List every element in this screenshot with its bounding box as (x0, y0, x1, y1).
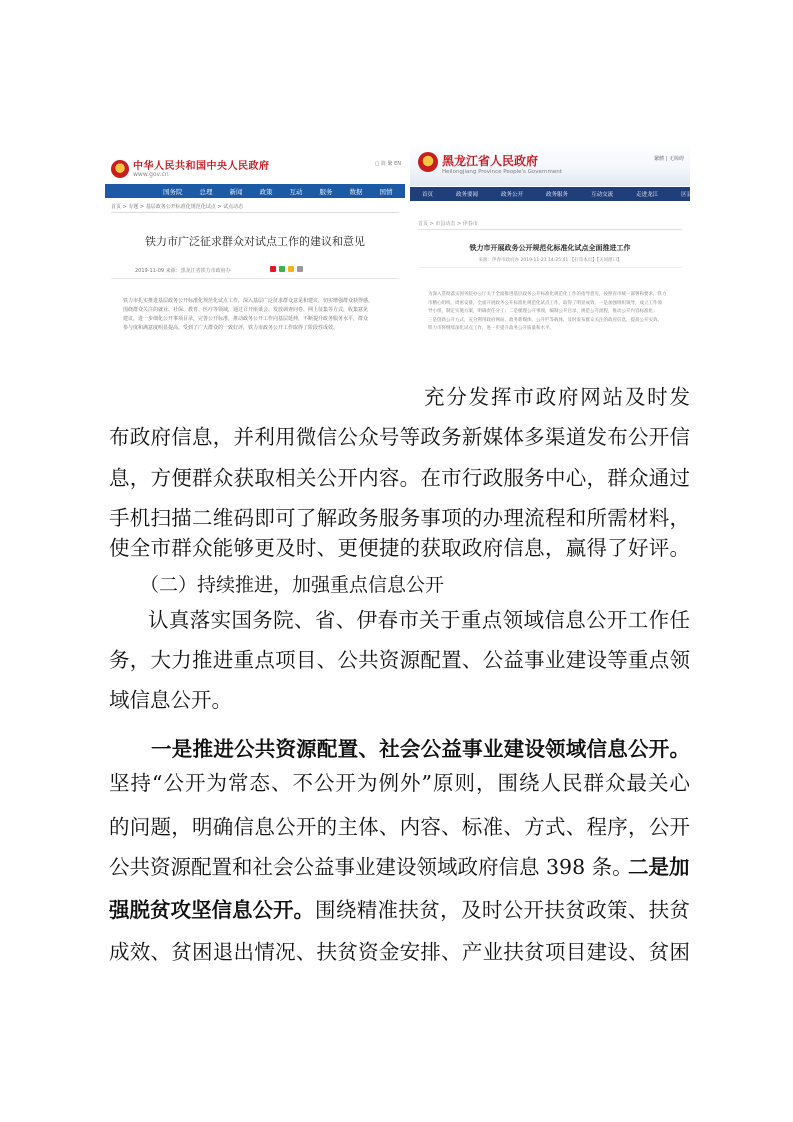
body-line: 围绕群众关注的就业、社保、教育、医疗等领域，通过召开座谈会、发放调查问卷、网上征集等方式，收集意见 (123, 307, 369, 313)
divider (418, 267, 682, 268)
section-heading: （二）持续推进，加强重点信息公开 (140, 574, 445, 596)
paragraph-line: 坚持“公开为常态、不公开为例外”原则，围绕人民群众最关心 (109, 771, 690, 795)
nav-item: 互动交流 (591, 192, 614, 198)
breadcrumb: 首页 > 专题 > 基层政务公开标准化规范化试点 > 试点动态 (111, 204, 244, 210)
nav-item: 数据 (349, 187, 363, 196)
article-title: 铁力市开展政务公开规范化标准化试点全面推进工作 (469, 244, 631, 252)
body-line: 市精心组织、周密安排，全面开展政务公开标准化规范化试点工作，取得了明显成效。一是加强组织领导，成立工作领 (428, 300, 662, 306)
paragraph-line: 充分发挥市政府网站及时发 (424, 385, 690, 409)
bold-lead-line: 二是加 (628, 855, 690, 879)
paragraph-line: 公共资源配置和社会公益事业建设领域政府信息 398 条。 (109, 855, 633, 879)
divider (418, 229, 682, 230)
body-line: 导小组，制定实施方案，明确责任分工；二是梳理公开事项，编制公开目录，规范公开流程，推动公开内容标准化； (428, 309, 658, 314)
body-line: 铁力市将继续深化试点工作，进一步提升政务公开质量和水平。 (428, 326, 554, 331)
screenshot-heilongjiang-gov (410, 140, 704, 375)
site-title: 黑龙江省人民政府 (442, 154, 539, 168)
nav-item: 总理 (199, 187, 213, 196)
more-icon (297, 266, 303, 272)
article-body (123, 297, 391, 333)
nav-item: 政务要闻 (456, 192, 479, 198)
divider (111, 278, 399, 279)
nav-item: 互动 (289, 187, 303, 196)
bold-lead-line: 一是推进公共资源配置、社会公益事业建设领域信息公开。 (151, 737, 690, 761)
article-title: 铁力市广泛征求群众对试点工作的建议和意见 (145, 235, 365, 248)
divider (111, 212, 399, 213)
site-header (105, 148, 405, 184)
screenshot-central-gov (105, 140, 405, 375)
bold-lead-line: 强脱贫攻坚信息公开。 (109, 898, 314, 922)
weibo-icon (270, 266, 276, 272)
paragraph-line: 布政府信息，并利用微信公众号等政务新媒体多渠道发布公开信 (109, 425, 690, 449)
body-line: 参与度和满意度明显提高。受到了广大群众的一致好评，铁力市政务公开工作取得了阶段性成效。 (123, 325, 339, 331)
site-title: 中华人民共和国中央人民政府 (133, 161, 270, 172)
main-nav (105, 184, 405, 198)
paragraph-line: 使全市群众能够更及时、更便捷的获取政府信息，赢得了好评。 (109, 536, 690, 560)
share-icons (270, 266, 303, 272)
utility-links: 繁體 | 无障碍 (654, 156, 684, 162)
nav-item: 走进龙江 (636, 192, 659, 198)
national-emblem-icon (418, 152, 438, 172)
nav-item: 政务公开 (501, 192, 524, 198)
paragraph-line: 成效、贫困退出情况、扶贫资金安排、产业扶贫项目建设、贫困 (109, 940, 690, 964)
main-nav (410, 187, 704, 201)
site-subtitle: Heilongjiang Province People's Government (442, 169, 562, 175)
body-line: 为深入贯彻落实国务院办公厅关于全面推进基层政务公开标准化规范化工作的指导意见，按照省市统一部署和要求，铁力 (428, 292, 667, 297)
nav-item: 国情 (379, 187, 393, 196)
paragraph-line: 围绕精准扶贫，及时公开扶贫政策、扶贫 (315, 898, 690, 922)
nav-item: 政策 (259, 187, 273, 196)
paragraph-line: 息，方便群众获取相关公开内容。在市行政服务中心，群众通过 (109, 466, 690, 490)
nav-item: 服务 (319, 187, 333, 196)
utility-links: ▢ 简 繁 EN (374, 161, 401, 167)
article-body (428, 291, 678, 334)
paragraph-line: 手机扫描二维码即可了解政务服务事项的办理流程和所需材料， (109, 506, 690, 530)
paragraph-line: 域信息公开。 (109, 688, 232, 712)
qzone-icon (288, 266, 294, 272)
article-meta: 2019-11-09 来源：黑龙江省铁力市政府办 (135, 268, 231, 274)
nav-item: 首页 (422, 192, 434, 198)
nav-item: 政务服务 (546, 192, 569, 198)
nav-item: 新闻 (229, 187, 243, 196)
body-line: 建议，进一步细化公开事项目录，完善公开标准，推动政务公开工作向基层延伸，不断提升政务服务水平，群众 (123, 316, 369, 322)
site-url: www.gov.cn (133, 171, 169, 178)
body-line: 三是创新公开方式，充分利用政府网站、政务新媒体、公开栏等载体，及时发布群众关注的政府信息，提高公开实效。 (428, 317, 662, 323)
site-banner (410, 142, 690, 186)
paragraph-line: 的问题，明确信息公开的主体、内容、标准、方式、程序，公开 (109, 815, 690, 839)
nav-item: 国务院 (163, 187, 183, 196)
article-meta: 来源：伊春市政府办 2019-11-21 14:25:41 【打印本页】【关闭窗口】 (478, 258, 622, 263)
paragraph-line: 务，大力推进重点项目、公共资源配置、公益事业建设等重点领 (109, 648, 690, 672)
breadcrumb: 首页 > 市县动态 > 伊春市 (418, 221, 478, 227)
body-line: 铁力市扎实推进基层政务公开标准化规范化试点工作，深入基层广泛征求群众意见和建议，切实增强群众获得感。 (123, 298, 374, 304)
nav-item: 区县公开 (681, 192, 704, 198)
national-emblem-icon (111, 160, 129, 178)
paragraph-line: 认真落实国务院、省、伊春市关于重点领域信息公开工作任 (148, 608, 690, 632)
wechat-icon (279, 266, 285, 272)
